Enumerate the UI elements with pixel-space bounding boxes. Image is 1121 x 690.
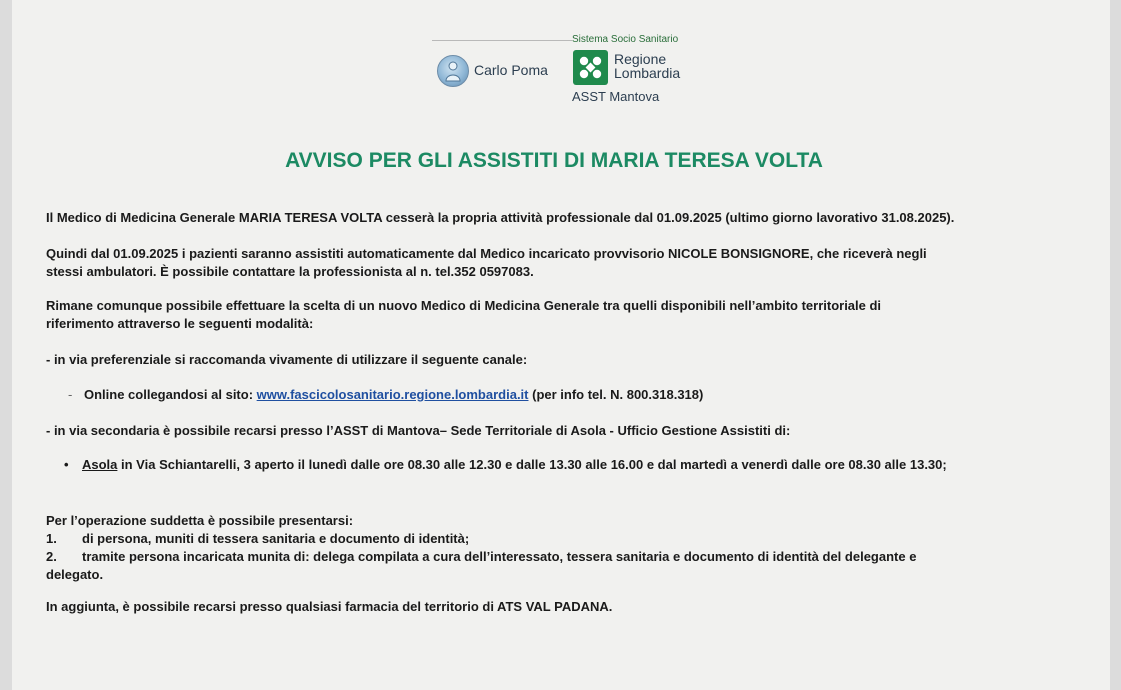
paragraph-choice (46, 297, 1086, 333)
regione-lombardia-name (614, 52, 680, 80)
asola-option (64, 456, 1104, 474)
asola-details: in Via Schiantarelli, 3 aperto il lunedì dalle ore 08.30 alle 12.30 e dalle 13.30 alle 16.00 e dal martedì a venerdì dalle ore 08.30 alle 13.30; (117, 457, 947, 472)
list-item-number: 1. (46, 531, 57, 546)
list-item-1 (46, 530, 1086, 548)
document-page (12, 0, 1110, 690)
paragraph-choice-line1: Rimane comunque possibile effettuare la scelta di un nuovo Medico di Medicina Generale tra quelli disponibili nell’ambito territoriale di (46, 298, 882, 313)
paragraph-secondary: - in via secondaria è possibile recarsi presso l’ASST di Mantova– Sede Territoriale di Asola - Ufficio Gestione Assistiti di: (46, 423, 791, 438)
regione-line1: Regione (614, 51, 667, 67)
page-title: AVVISO PER GLI ASSISTITI DI MARIA TERESA VOLTA (285, 149, 823, 172)
online-option (68, 386, 1108, 404)
sistema-label: Sistema Socio Sanitario (572, 34, 679, 45)
asst-mantova-label: ASST Mantova (572, 89, 660, 104)
list-item-2-continuation: delegato. (46, 567, 104, 582)
list-item-number: 2. (46, 549, 57, 564)
operation-intro: Per l’operazione suddetta è possibile presentarsi: (46, 513, 354, 528)
carlo-poma-name: Carlo Poma (474, 62, 548, 78)
fascicolo-sanitario-link[interactable]: www.fascicolosanitario.regione.lombardia.it (256, 387, 529, 402)
asola-name: Asola (82, 457, 118, 472)
list-item-text: tramite persona incaricata munita di: delega compilata a cura dell’interessato, tessera sanitaria e documento di identità del delegante e (82, 549, 917, 564)
online-suffix: (per info tel. N. 800.318.318) (528, 387, 704, 402)
paragraph-substitute (46, 245, 1086, 281)
paragraph-substitute-line2: stessi ambulatori. È possibile contattare la professionista al n. tel.352 0597083. (46, 264, 534, 279)
paragraph-pharmacy: In aggiunta, è possibile recarsi presso qualsiasi farmacia del territorio di ATS VAL PADANA. (46, 599, 613, 614)
list-item-text: di persona, muniti di tessera sanitaria e documento di identità; (82, 531, 470, 546)
carlo-poma-logo-icon (437, 55, 469, 87)
paragraph-operation (46, 512, 1086, 584)
header-logos (422, 30, 722, 110)
header-divider (432, 40, 572, 41)
paragraph-substitute-line1: Quindi dal 01.09.2025 i pazienti saranno assistiti automaticamente dal Medico incaricato provvisorio NICOLE BONSIGNORE, che riceverà negli (46, 246, 927, 261)
paragraph-choice-line2: riferimento attraverso le seguenti modalità: (46, 316, 314, 331)
bullet-marker: • (64, 457, 69, 472)
regione-line2: Lombardia (614, 65, 681, 81)
paragraph-preferred: - in via preferenziale si raccomanda vivamente di utilizzare il seguente canale: (46, 352, 528, 367)
dash-marker: - (68, 387, 73, 402)
online-prefix: Online collegandosi al sito: (84, 387, 257, 402)
paragraph-cessation: Il Medico di Medicina Generale MARIA TERESA VOLTA cesserà la propria attività professionale dal 01.09.2025 (ultimo giorno lavorativo 31.08.2025). (46, 210, 955, 225)
list-item-2 (46, 548, 1086, 566)
regione-lombardia-logo-icon (573, 50, 608, 85)
